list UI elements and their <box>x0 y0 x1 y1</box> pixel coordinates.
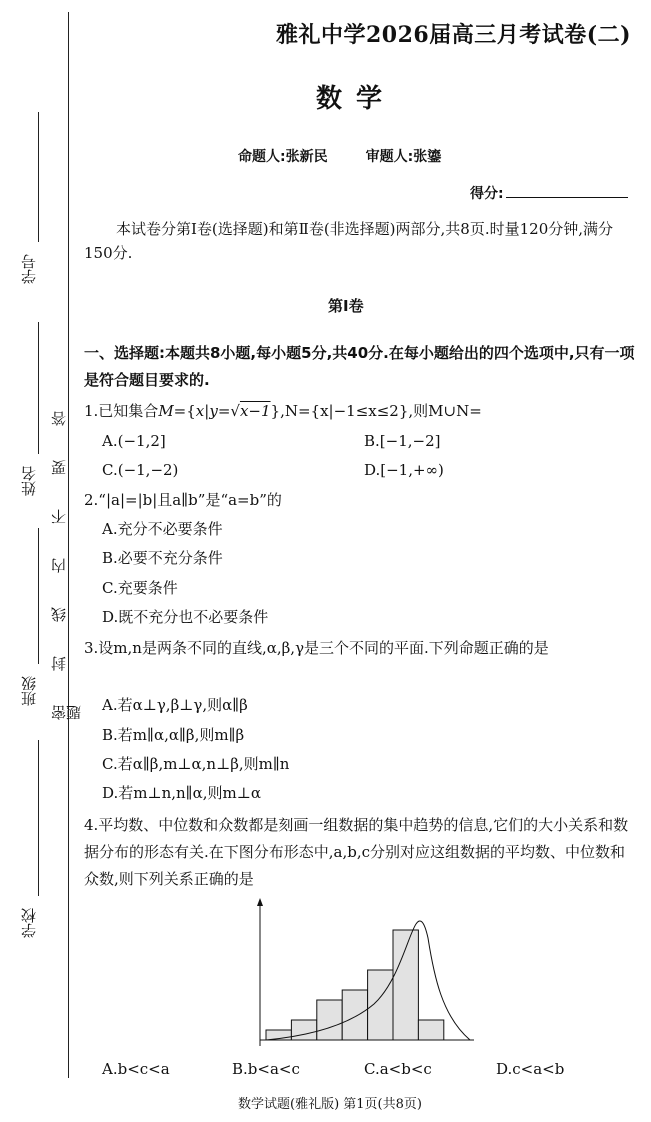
histogram-bars <box>266 930 444 1040</box>
score-blank[interactable] <box>506 185 628 198</box>
question-author: 命题人:张新民 <box>238 149 328 165</box>
seal-line-notice: 密封线内不要答题 <box>50 377 83 720</box>
question-1-stem-rest: ,N={x|−1≤x≤2},则M∪N= <box>280 402 482 420</box>
distribution-histogram <box>248 896 478 1048</box>
histogram-bar-5 <box>368 970 393 1040</box>
school-blank[interactable] <box>38 740 39 896</box>
question-1-stem-prefix: 1.已知集合 <box>84 402 159 420</box>
question-reviewer: 审题人:张鎏 <box>365 149 442 165</box>
student-id-label: 学号 <box>20 254 38 284</box>
question-3-option-d[interactable]: D.若m⊥n,n∥α,则m⊥α <box>102 784 261 802</box>
histogram-bar-3 <box>317 1000 342 1040</box>
school-label: 学校 <box>20 908 38 938</box>
author-line <box>238 146 441 166</box>
class-blank[interactable] <box>38 528 39 664</box>
histogram-bar-6 <box>393 930 418 1040</box>
set-m-formula: M <box>158 402 174 420</box>
question-3-option-a[interactable]: A.若α⊥γ,β⊥γ,则α∥β <box>102 696 248 714</box>
page-footer: 数学试题(雅礼版) 第1页(共8页) <box>238 1097 422 1112</box>
question-2-option-b[interactable]: B.必要不充分条件 <box>102 549 223 567</box>
question-3-stem: 3.设m,n是两条不同的直线,α,β,γ是三个不同的平面.下列命题正确的是 <box>84 639 549 657</box>
question-1-option-d[interactable]: D.[−1,+∞) <box>364 461 444 479</box>
exam-instructions: 本试卷分第Ⅰ卷(选择题)和第Ⅱ卷(非选择题)两部分,共8页.时量120分钟,满分150分. <box>84 220 614 262</box>
name-blank[interactable] <box>38 322 39 454</box>
subject-title: 数学 <box>316 84 397 114</box>
question-1-option-c[interactable]: C.(−1,−2) <box>102 461 179 479</box>
question-1-option-a[interactable]: A.(−1,2] <box>102 432 166 450</box>
question-2-stem: 2.“|a|=|b|且a∥b”是“a=b”的 <box>84 491 282 509</box>
part-one-title: 第Ⅰ卷 <box>328 297 364 315</box>
question-4-option-c[interactable]: C.a<b<c <box>364 1060 432 1078</box>
question-2-option-c[interactable]: C.充要条件 <box>102 579 178 597</box>
score-field <box>470 183 628 203</box>
histogram-bar-4 <box>342 990 367 1040</box>
question-4-option-b[interactable]: B.b<a<c <box>232 1060 300 1078</box>
question-3-option-c[interactable]: C.若α∥β,m⊥α,n⊥β,则m∥n <box>102 755 290 773</box>
class-label: 班级 <box>20 676 38 706</box>
question-1-stem: 1.已知集合M={x|y=√x−1},N={x|−1≤x≤2},则M∪N= <box>84 402 482 420</box>
histogram-bar-2 <box>291 1020 316 1040</box>
question-3-option-b[interactable]: B.若m∥α,α∥β,则m∥β <box>102 726 245 744</box>
section-instructions: 一、选择题:本题共8小题,每小题5分,共40分.在每小题给出的四个选项中,只有一项是符合题目要求的. <box>84 344 635 389</box>
question-1-option-b[interactable]: B.[−1,−2] <box>364 432 441 450</box>
score-label: 得分: <box>470 186 504 202</box>
question-4-option-d[interactable]: D.c<a<b <box>496 1060 565 1078</box>
name-label: 姓名 <box>20 466 38 496</box>
question-2-option-d[interactable]: D.既不充分也不必要条件 <box>102 608 269 626</box>
histogram-bar-7 <box>418 1020 443 1040</box>
question-4-option-a[interactable]: A.b<c<a <box>102 1060 170 1078</box>
student-id-blank[interactable] <box>38 112 39 242</box>
y-axis-arrow-icon <box>257 898 263 906</box>
exam-title: 雅礼中学2026届高三月考试卷(二) <box>276 22 632 48</box>
question-4-stem: 4.平均数、中位数和众数都是刻画一组数据的集中趋势的信息,它们的大小关系和数据分布的形态有关.在下图分布形态中,a,b,c分别对应这组数据的平均数、中位数和众数,则下列关系正确的是 <box>84 816 629 888</box>
question-2-option-a[interactable]: A.充分不必要条件 <box>102 520 223 538</box>
